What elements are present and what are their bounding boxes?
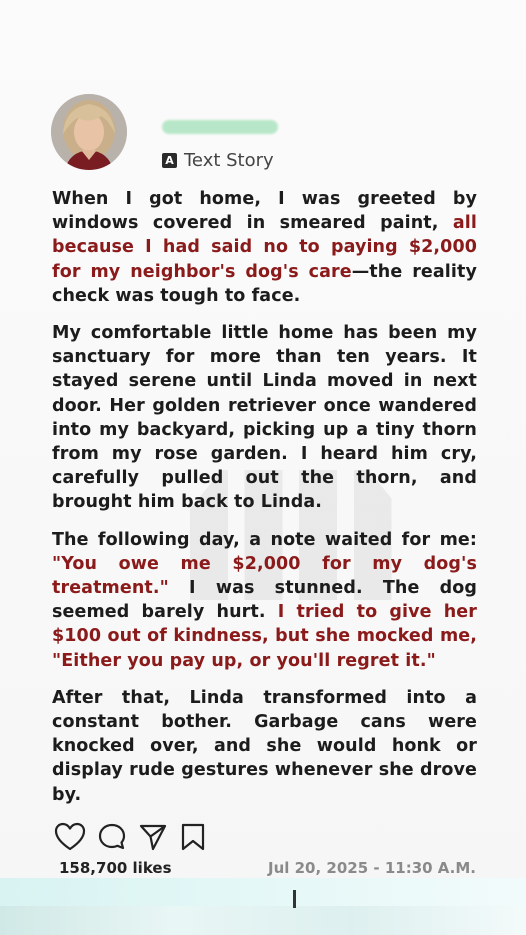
background-image-strip: [0, 878, 526, 935]
text-run: —the reality check was tough to face.: [52, 261, 477, 306]
send-icon[interactable]: [138, 822, 168, 852]
highlighted-text: I tried to give her $100 out of kindness, but she mocked me, "Either you pay up, or you'll regret it.": [52, 602, 477, 671]
action-bar: [54, 822, 206, 852]
text-story-icon: A: [162, 153, 177, 168]
story-paragraph-4: After that, Linda transformed into a constant bother. Garbage cans were knocked over, and she would honk or display rude gestures whenever she drove by.: [52, 687, 477, 805]
text-run: I was stunned. The dog seemed barely hurt.: [52, 578, 477, 623]
username-redacted[interactable]: [162, 120, 278, 134]
heart-icon[interactable]: [54, 822, 86, 852]
post-date: Jul 20, 2025 - 11:30 A.M.: [267, 859, 476, 877]
text-run: When I got home, I was greeted by windows covered in smeared paint,: [52, 189, 477, 234]
story-paragraph-1: [52, 187, 477, 308]
story-paragraph-2: My comfortable little home has been my sanctuary for more than ten years. It stayed serene until Linda moved in next door. Her golden retriever once wandered into my backyard, picking up a tiny thorn from my rose garden. I heard him cry, carefully pulled out the thorn, and brought him back to Linda.: [52, 323, 477, 513]
tag-label: Text Story: [184, 149, 274, 171]
comment-icon[interactable]: [98, 822, 126, 852]
story-text: [52, 187, 477, 820]
bookmark-icon[interactable]: [180, 822, 206, 852]
story-paragraph-3: [52, 528, 477, 673]
avatar-image: [51, 94, 127, 170]
image-blur: [0, 906, 526, 935]
avatar[interactable]: [51, 94, 127, 170]
highlighted-text: all because I had said no to paying $2,000 for my neighbor's dog's care: [52, 213, 477, 282]
image-figure: [293, 890, 296, 908]
text-run: The following day, a note waited for me:: [52, 529, 477, 550]
post-type-tag: [162, 149, 274, 171]
likes-count[interactable]: 158,700 likes: [59, 859, 172, 877]
highlighted-text: "You owe me $2,000 for my dog's treatment.": [52, 553, 477, 599]
